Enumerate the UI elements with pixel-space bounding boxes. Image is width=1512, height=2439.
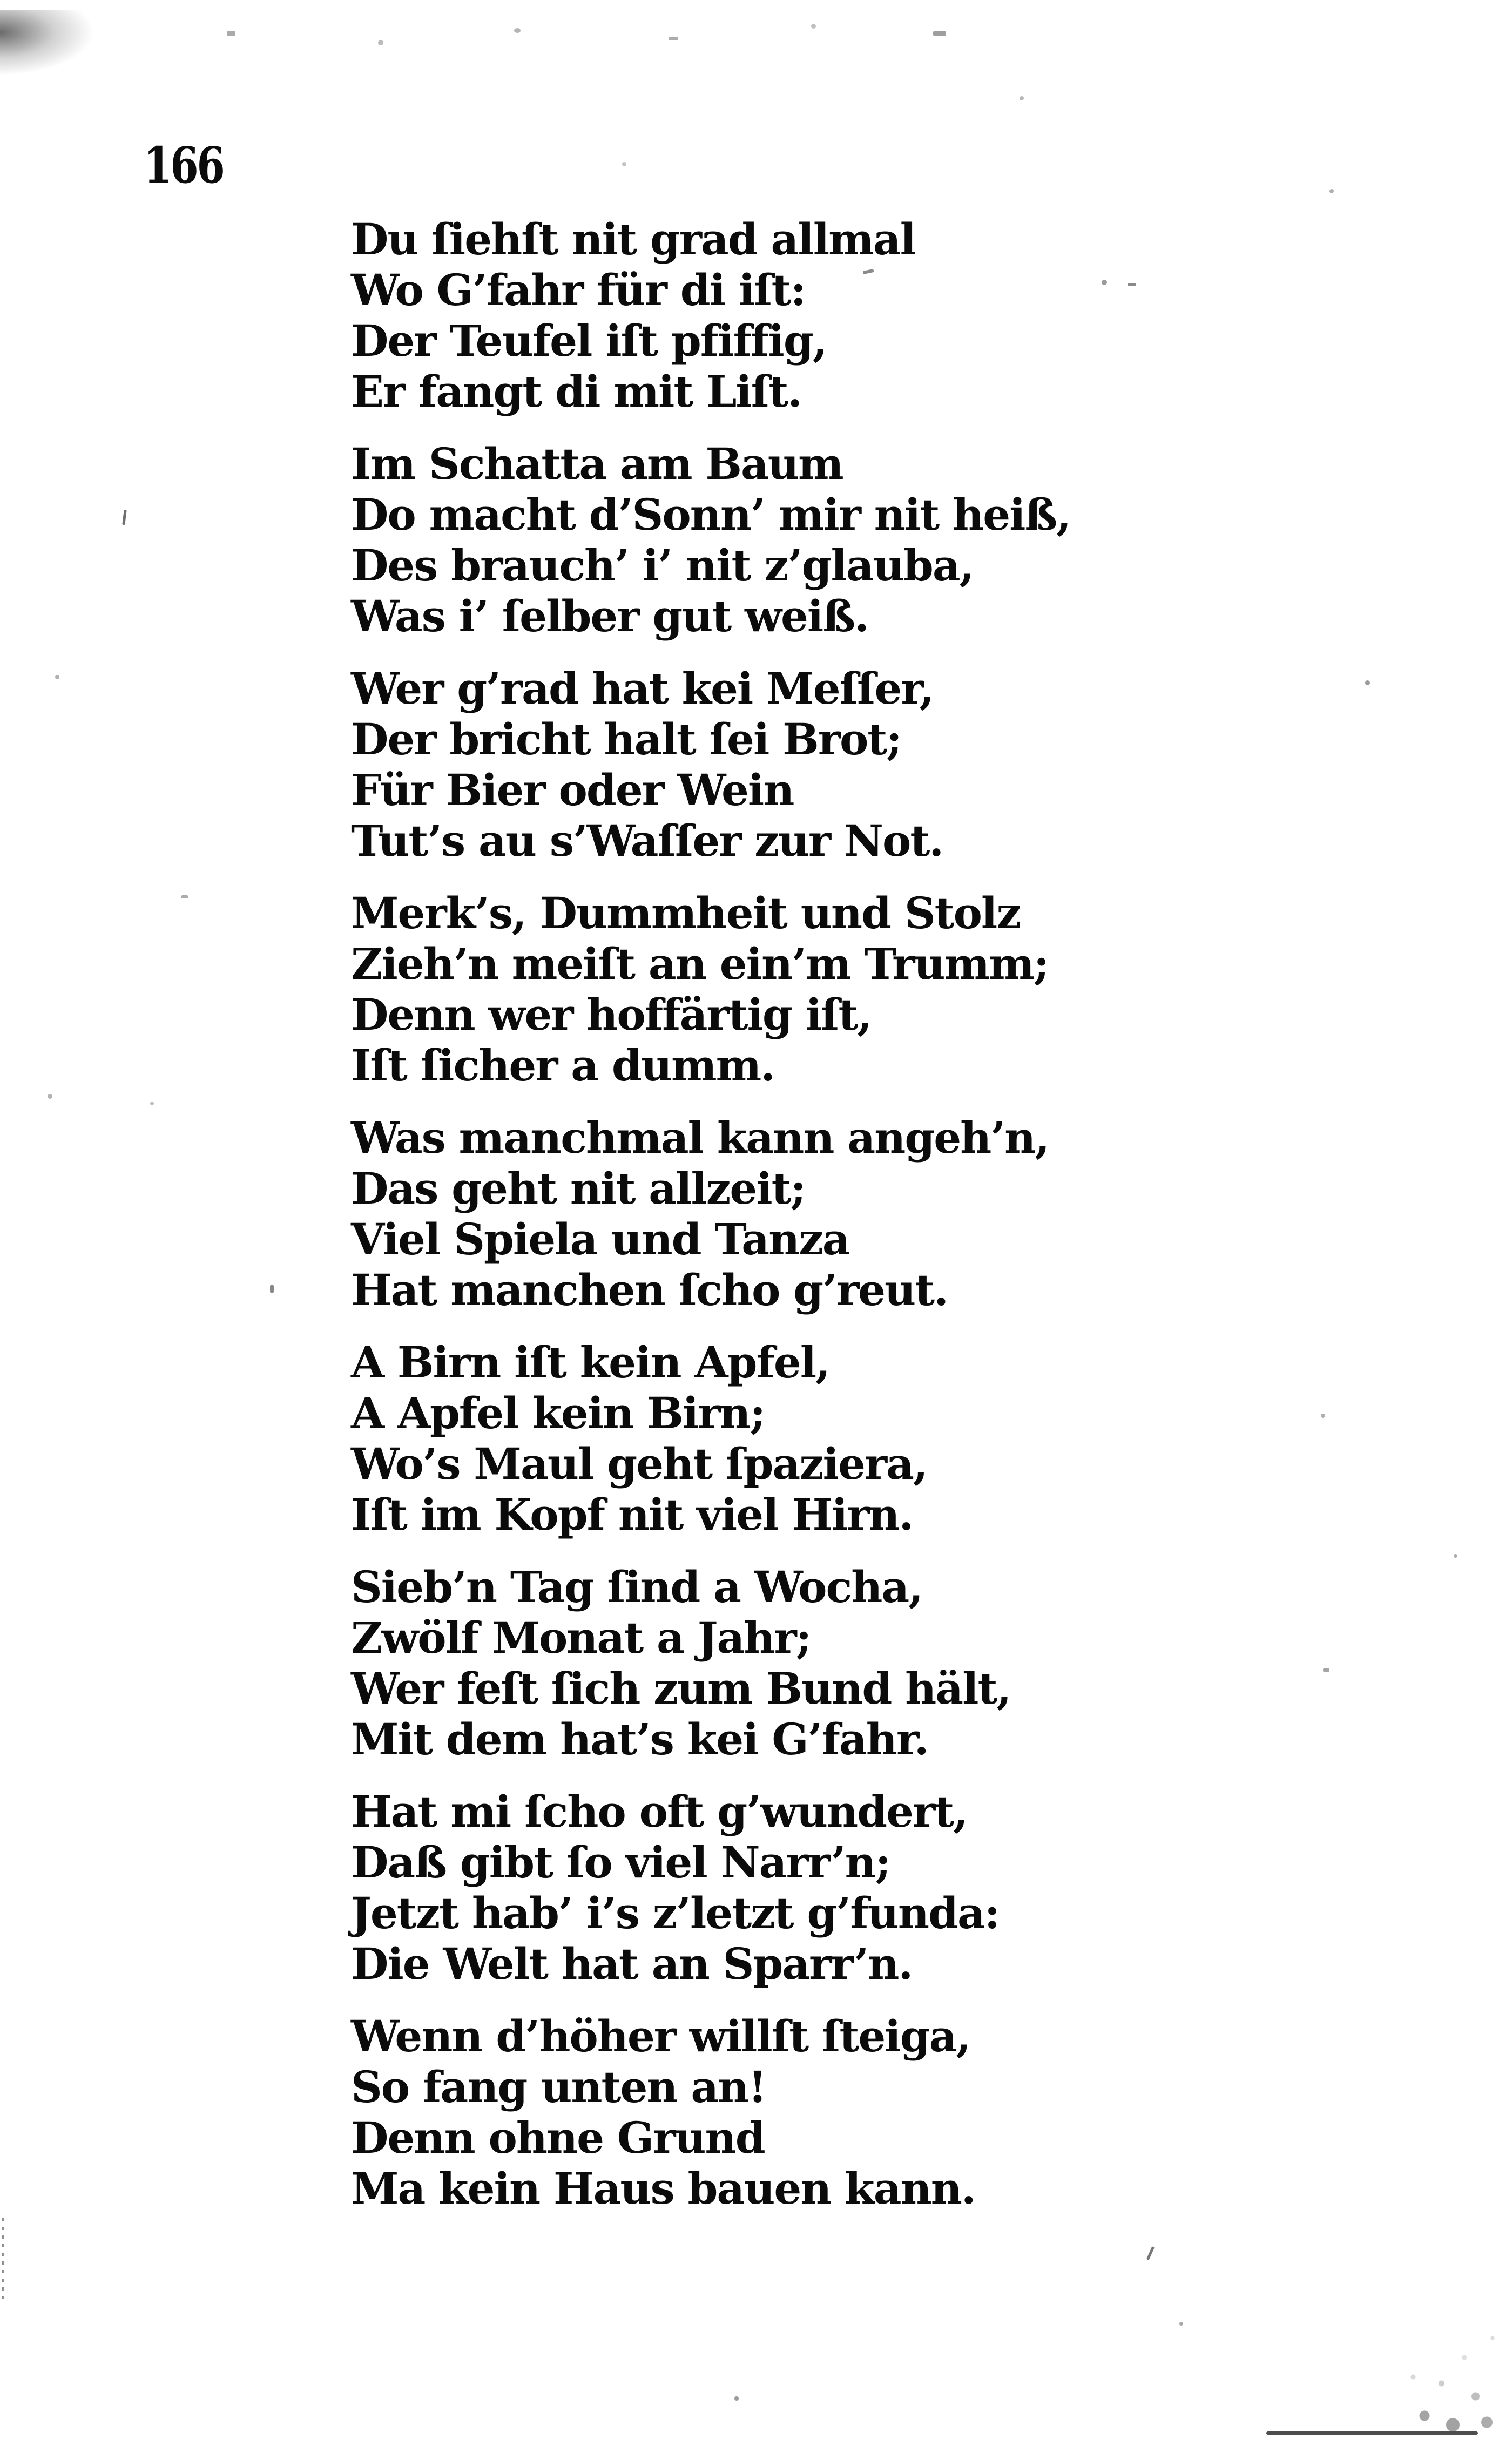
scan-speckle [1128,283,1136,286]
page-number: 166 [144,136,224,194]
stanza [351,1112,1070,1315]
scan-speckle [514,28,521,33]
scan-speckle [1146,2246,1155,2260]
poem-line: Viel Spiela und Tanza [351,1214,849,1265]
poem-line: A Apfel kein Birn; [351,1388,765,1438]
scan-speckle [734,2396,739,2401]
poem-line: Mit dem hat’s kei G’fahr. [351,1714,928,1765]
scan-edge-line [1266,2431,1478,2435]
poem-line: Wo’s Maul geht ſpaziera, [351,1438,927,1489]
scan-speckle [1365,680,1370,685]
poem-line: Wer g’rad hat kei Meſſer, [351,663,934,714]
scan-speckle [48,1094,52,1099]
scan-speckle [270,1285,274,1293]
poem-line: Ma kein Haus bauen kann. [351,2163,975,2214]
poem-line: Die Welt hat an Sparr’n. [351,1938,913,1989]
poem-line: Hat manchen ſcho g’reut. [351,1265,948,1315]
scan-speckle [669,37,678,40]
poem-line: Der Teufel iſt pfiffig, [351,315,827,366]
stanza [351,1786,1070,1989]
poem-line: Des brauch’ i’ nit z’glauba, [351,540,974,591]
poem-line: Das geht nit allzeit; [351,1163,806,1214]
poem-line: Jetzt hab’ i’s z’letzt g’funda: [351,1888,1000,1938]
poem-line: Du ſiehſt nit grad allmal [351,214,916,265]
scan-speckle [1329,189,1334,193]
stanza [351,1337,1070,1540]
poem-line: Zieh’n meiſt an ein’m Trumm; [351,938,1049,989]
poem-line: Im Schatta am Baum [351,438,843,489]
scan-speckle [1323,1668,1329,1672]
scan-speckle [622,162,626,166]
scan-speckle [122,510,126,525]
scan-speckle [378,40,383,45]
poem-line: Wer feſt ſich zum Bund hält, [351,1663,1011,1714]
scan-speckle [1020,96,1024,100]
poem-line: Sieb’n Tag ſind a Wocha, [351,1562,923,1612]
scan-edge-marks [2,2218,4,2299]
scan-speckle [1179,2322,1183,2326]
poem-line: Zwölf Monat a Jahr; [351,1612,811,1663]
scan-speckle [1454,1554,1457,1558]
scan-speckle [55,675,59,679]
poem-line: Iſt im Kopf nit viel Hirn. [351,1489,913,1540]
poem-line: Merk’s, Dummheit und Stolz [351,888,1020,938]
poem-line: Do macht d’Sonn’ mir nit heiß, [351,489,1071,540]
poem-line: A Birn iſt kein Apfel, [351,1337,829,1388]
poem-line: Hat mi ſcho oft g’wundert, [351,1786,967,1837]
scan-speckle [811,24,816,29]
poem-line: Denn wer hoffärtig iſt, [351,989,872,1040]
poem-line: Der bricht halt ſei Brot; [351,714,901,765]
poem-line: Wenn d’höher willſt ſteiga, [351,2011,970,2062]
scan-grit [1390,2306,1504,2435]
poem-line: So fang unten an! [351,2062,766,2112]
poem [351,214,1070,2235]
poem-line: Was i’ ſelber gut weiß. [351,591,868,641]
scan-speckle [1102,280,1107,285]
poem-line: Daß gibt ſo viel Narr’n; [351,1837,890,1888]
stanza [351,2011,1070,2214]
poem-line: Wo G’fahr für di iſt: [351,265,806,315]
scan-smudge [0,10,92,75]
stanza [351,888,1070,1091]
stanza [351,214,1070,417]
poem-line: Tut’s au s’Waſſer zur Not. [351,815,943,866]
scan-speckle [933,31,946,36]
scan-speckle [227,31,235,36]
poem-line: Was manchmal kann angeh’n, [351,1112,1049,1163]
poem-line: Für Bier oder Wein [351,765,794,815]
stanza [351,663,1070,866]
scan-speckle [181,895,188,898]
poem-line: Iſt ſicher a dumm. [351,1040,775,1091]
poem-line: Er fangt di mit Liſt. [351,366,802,417]
poem-line: Denn ohne Grund [351,2112,765,2163]
scan-speckle [1321,1414,1325,1418]
scan-speckle [150,1102,154,1105]
stanza [351,438,1070,641]
stanza [351,1562,1070,1765]
